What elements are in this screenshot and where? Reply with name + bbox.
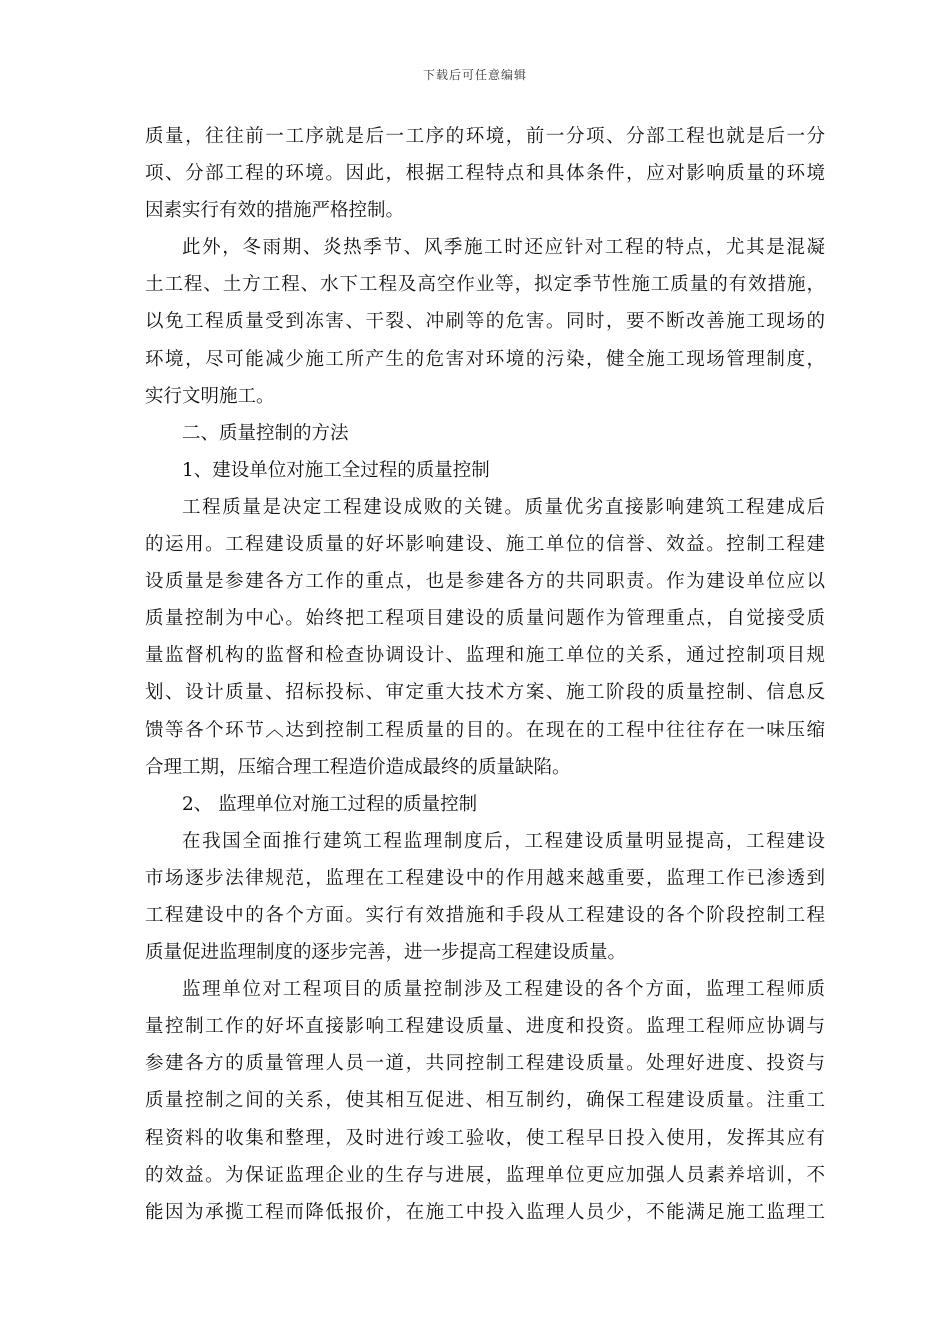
text-line: 能因为承揽工程而降低报价，在施工中投入监理人员少，不能满足施工监理工 xyxy=(145,1201,825,1223)
text-line: 因素实行有效的措施严格控制。 xyxy=(145,200,405,222)
text-line: 项、分部工程的环境。因此，根据工程特点和具体条件，应对影响质量的环境 xyxy=(145,163,825,185)
text-line: 合理工期，压缩合理工程造价造成最终的质量缺陷。 xyxy=(145,756,571,778)
text-line: 划、设计质量、招标投标、审定重大技术方案、施工阶段的质量控制、信息反 xyxy=(145,682,825,704)
text-line: 环境，尽可能减少施工所产生的危害对环境的污染，健全施工现场管理制度， xyxy=(145,348,825,370)
text-line: 1、建设单位对施工全过程的质量控制 xyxy=(182,459,490,481)
text-line: 市场逐步法律规范，监理在工程建设中的作用越来越重要，监理工作已渗透到 xyxy=(145,867,825,889)
page-header: 下载后可任意编辑 xyxy=(422,68,527,82)
text-line: 设质量是参建各方工作的重点，也是参建各方的共同职责。作为建设单位应以 xyxy=(145,571,825,593)
text-line: 的运用。工程建设质量的好坏影响建设、施工单位的信誉、效益。控制工程建 xyxy=(145,534,825,556)
text-line: 工程质量是决定工程建设成败的关键。质量优劣直接影响建筑工程建成后 xyxy=(182,496,825,518)
text-line: 量控制工作的好坏直接影响工程建设质量、进度和投资。监理工程师应协调与 xyxy=(145,1016,825,1038)
text-line: 土工程、土方工程、水下工程及高空作业等，拟定季节性施工质量的有效措施， xyxy=(145,274,825,296)
text-line: 的效益。为保证监理企业的生存与进展，监理单位更应加强人员素养培训，不 xyxy=(145,1164,825,1186)
text-line: 馈等各个环节︿达到控制工程质量的目的。在现在的工程中往往存在一味压缩 xyxy=(145,719,825,741)
text-line: 量监督机构的监督和检查协调设计、监理和施工单位的关系，通过控制项目规 xyxy=(145,645,825,667)
text-line: 二、质量控制的方法 xyxy=(182,422,349,444)
text-line: 质量，往往前一工序就是后一工序的环境，前一分项、分部工程也就是后一分 xyxy=(145,126,825,147)
text-line: 工程建设中的各个方面。实行有效措施和手段从工程建设的各个阶段控制工程 xyxy=(145,904,825,926)
text-line: 质量控制之间的关系，使其相互促进、相互制约，确保工程建设质量。注重工 xyxy=(145,1090,825,1112)
text-line: 参建各方的质量管理人员一道，共同控制工程建设质量。处理好进度、投资与 xyxy=(145,1053,825,1075)
text-line: 质量控制为中心。始终把工程项目建设的质量问题作为管理重点，自觉接受质 xyxy=(145,608,825,630)
document-body xyxy=(145,118,825,1231)
text-line: 以免工程质量受到冻害、干裂、冲刷等的危害。同时，要不断改善施工现场的 xyxy=(145,311,825,333)
text-line: 在我国全面推行建筑工程监理制度后，工程建设质量明显提高，工程建设 xyxy=(182,830,825,852)
text-line: 实行文明施工。 xyxy=(145,385,275,407)
text-line: 质量促进监理制度的逐步完善，进一步提高工程建设质量。 xyxy=(145,942,627,964)
text-line: 此外，冬雨期、炎热季节、风季施工时还应针对工程的特点，尤其是混凝 xyxy=(182,237,825,259)
text-line: 监理单位对工程项目的质量控制涉及工程建设的各个方面，监理工程师质 xyxy=(182,979,825,1001)
text-line: 2、 监理单位对施工过程的质量控制 xyxy=(182,793,478,815)
text-line: 程资料的收集和整理，及时进行竣工验收，使工程早日投入使用，发挥其应有 xyxy=(145,1127,825,1149)
